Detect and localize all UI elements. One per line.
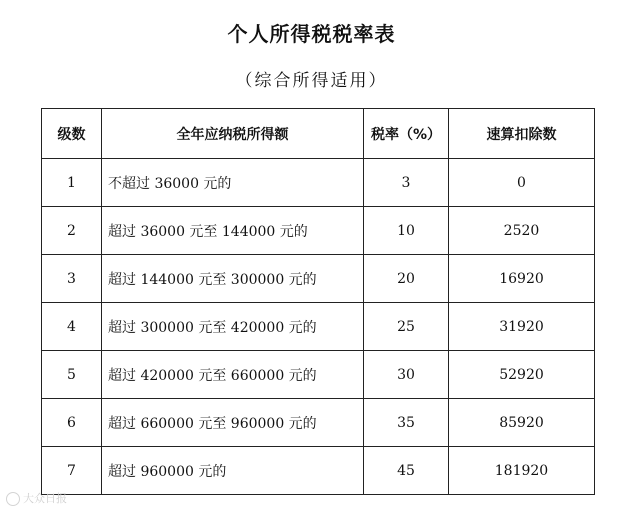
table-row (42, 447, 595, 495)
cell-income: 超过 960000 元的 (102, 447, 364, 495)
cell-income: 超过 36000 元至 144000 元的 (102, 207, 364, 255)
cell-level: 3 (42, 255, 102, 303)
cell-rate: 25 (364, 303, 449, 351)
cell-deduction: 181920 (449, 447, 595, 495)
watermark-logo-icon (6, 492, 20, 506)
cell-rate: 3 (364, 159, 449, 207)
cell-level: 7 (42, 447, 102, 495)
header-deduction: 速算扣除数 (449, 109, 595, 159)
table-row (42, 399, 595, 447)
table-header-row (42, 109, 595, 159)
cell-income: 超过 660000 元至 960000 元的 (102, 399, 364, 447)
cell-level: 6 (42, 399, 102, 447)
table-row (42, 351, 595, 399)
cell-level: 2 (42, 207, 102, 255)
cell-rate: 30 (364, 351, 449, 399)
cell-rate: 35 (364, 399, 449, 447)
table-row (42, 159, 595, 207)
watermark (6, 490, 67, 506)
cell-level: 5 (42, 351, 102, 399)
cell-deduction: 52920 (449, 351, 595, 399)
cell-level: 1 (42, 159, 102, 207)
page-title: 个人所得税税率表 (227, 22, 396, 46)
header-income: 全年应纳税所得额 (102, 109, 364, 159)
cell-income: 超过 144000 元至 300000 元的 (102, 255, 364, 303)
page-subtitle: （综合所得适用） (235, 71, 388, 91)
cell-rate: 45 (364, 447, 449, 495)
cell-income: 超过 420000 元至 660000 元的 (102, 351, 364, 399)
cell-rate: 10 (364, 207, 449, 255)
watermark-text: 大众日报 (23, 492, 67, 505)
cell-deduction: 85920 (449, 399, 595, 447)
cell-deduction: 0 (449, 159, 595, 207)
tax-rate-table (41, 108, 595, 495)
header-rate: 税率（%） (364, 109, 449, 159)
table-row (42, 207, 595, 255)
cell-income: 不超过 36000 元的 (102, 159, 364, 207)
cell-level: 4 (42, 303, 102, 351)
cell-rate: 20 (364, 255, 449, 303)
cell-deduction: 31920 (449, 303, 595, 351)
table-row (42, 303, 595, 351)
cell-deduction: 2520 (449, 207, 595, 255)
cell-income: 超过 300000 元至 420000 元的 (102, 303, 364, 351)
cell-deduction: 16920 (449, 255, 595, 303)
table-row (42, 255, 595, 303)
header-level: 级数 (42, 109, 102, 159)
